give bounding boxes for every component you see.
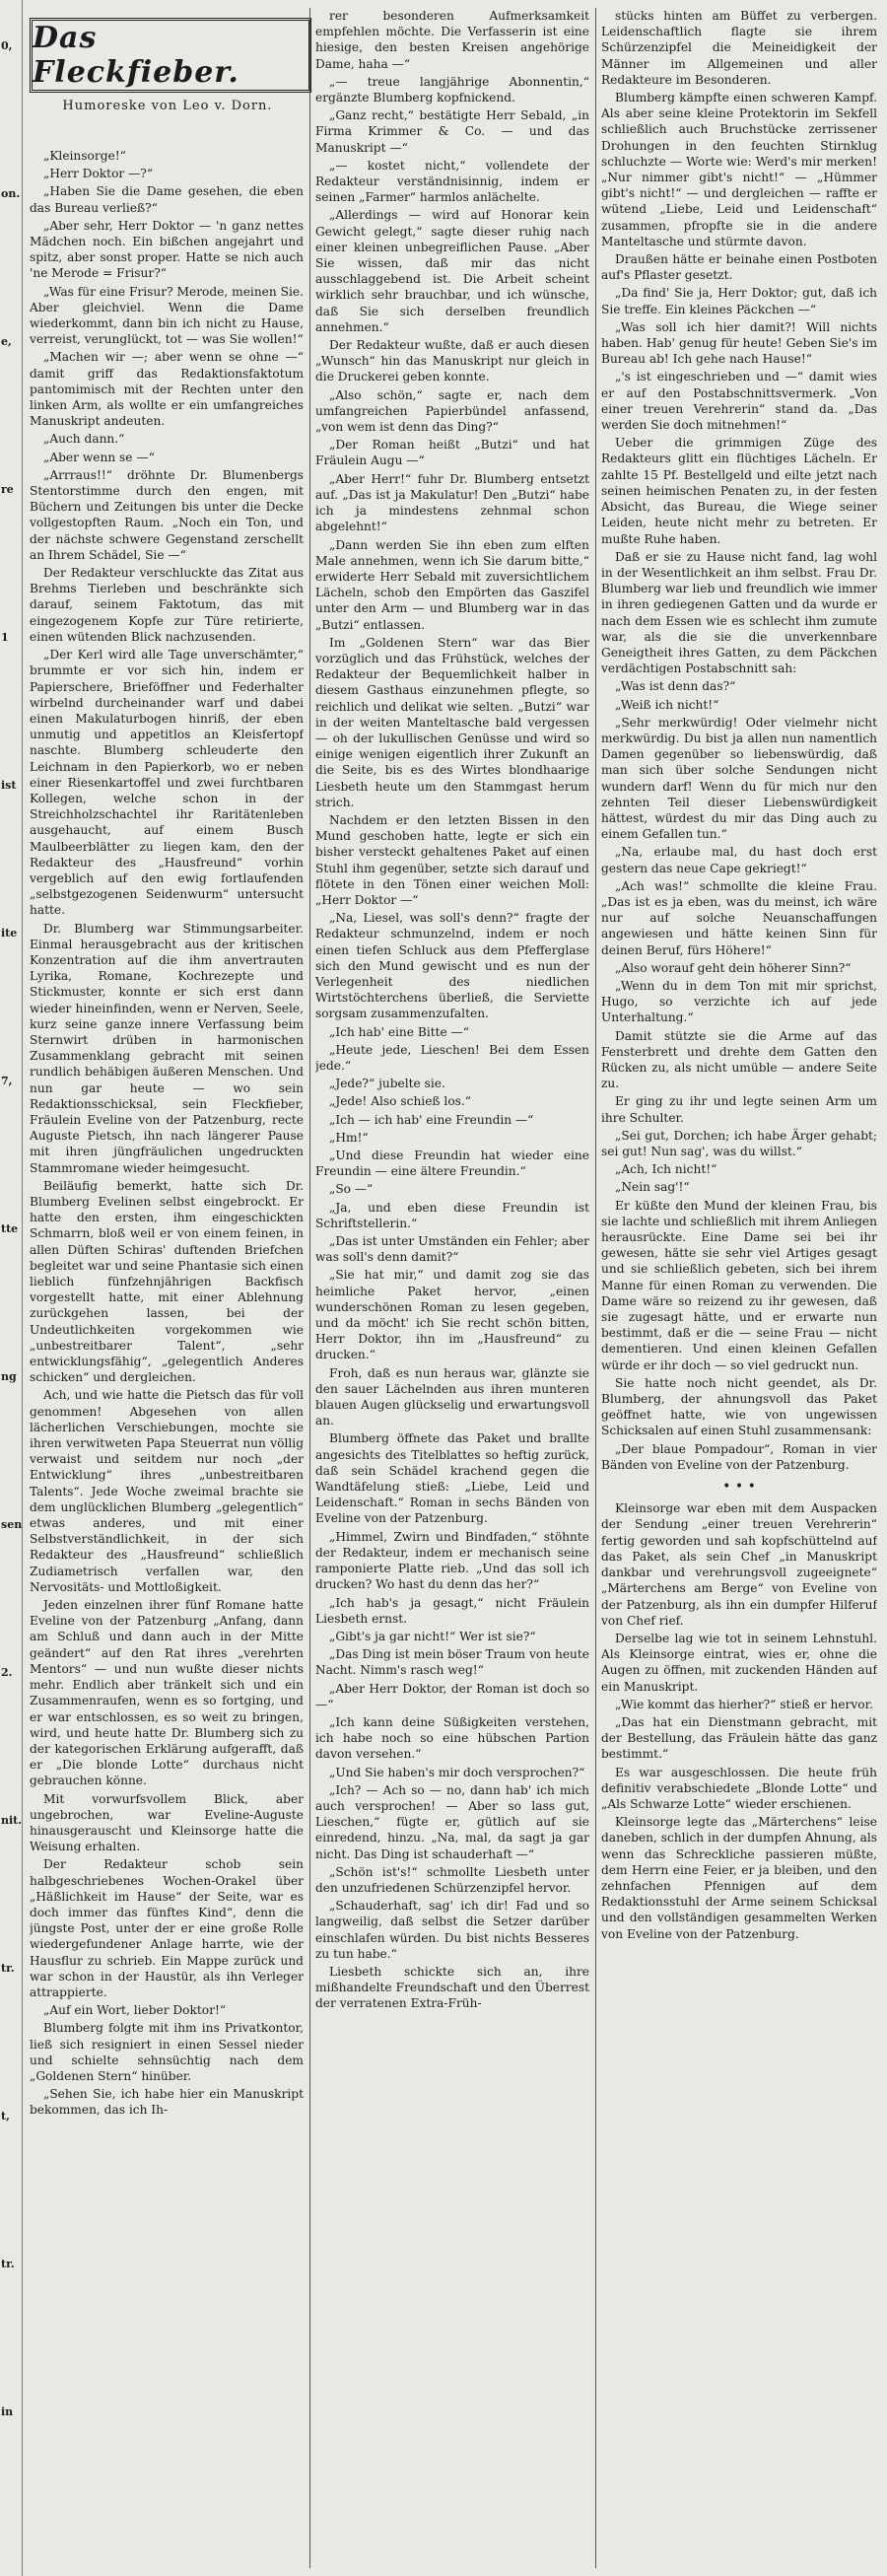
- paragraph: „Kleinsorge!“: [43, 149, 126, 163]
- text-column-2: [315, 8, 589, 2568]
- paragraph: „— treue langjährige Abonnentin,“ ergänzte Blumberg kopfnickend.: [315, 74, 589, 105]
- paragraph: „Der Roman heißt „Butzi“ und hat Fräulein Augu —“: [315, 438, 589, 468]
- paragraph: „Na, erlaube mal, du hast doch erst gestern das neue Cape gekriegt!“: [601, 845, 877, 875]
- margin-fragment: ng: [1, 1370, 17, 1383]
- paragraph: Kleinsorge legte das „Märterchens“ leise daneben, schlich in der dumpfen Ahnung, als wenn das Schreckliche passieren müßte, dem Herrn eine Feier, er ja bleiben, und den zehnfachen Pfennigen auf dem Redaktionsstuhl der Arme seinem Schicksal und den vollständigen gesammelten Werken von Eveline von der Patzenburg.: [601, 1815, 877, 1941]
- title-box: [30, 18, 311, 93]
- paragraph: „Himmel, Zwirn und Bindfaden,“ stöhnte der Redakteur, indem er mechanisch seine ramponierte Platte rieb. „Und das soll ich drucken? Wo hast du denn das her?“: [315, 1529, 589, 1592]
- left-margin-column: [0, 0, 23, 2576]
- paragraph: „Was soll ich hier damit?! Will nichts haben. Hab' genug für heute! Geben Sie's im Bureau ab! Ich gehe nach Hause!“: [601, 319, 877, 367]
- paragraph: Damit stützte sie die Arme auf das Fensterbrett und drehte dem Gatten den Rücken zu, als nicht umüble — andere Seite zu.: [601, 1028, 877, 1091]
- paragraph: „Schauderhaft, sag' ich dir! Fad und so langweilig, daß selbst die Setzer darüber einschlafen würden. Du bist nichts Besseres zu tun habe.“: [315, 1899, 589, 1961]
- paragraph: Beiläufig bemerkt, hatte sich Dr. Blumberg Evelinen selbst eingebrockt. Er hatte den ersten, ihm eingeschickten Schmarrn, bloß weil er von einem feinen, in allen Düften Schiras' duftenden Briefchen begleitet war und seine Phantasie sich einen lieblich fünfzehnjährigen Backfisch vorgestellt hatte, mit einer Ablehnung zurückgehen lassen, bei der Undeutlichkeiten vorgekommen wie „unbestreitbarer Talent“, „sehr entwicklungsfähig“, „gelegentlich Anderes schicken“ und dergleichen.: [30, 1178, 304, 1385]
- paragraph: Jeden einzelnen ihrer fünf Romane hatte Eveline von der Patzenburg „Anfang, dann am Schluß und dann auch in der Mitte geändert“ auf den Rat ihres „verehrten Mentors“ — und nun wußte dieser nichts mehr. Endlich aber tränkelt sich und ein Zusammenraufen, wenn es so fortging, und er war entschlossen, es so weit zu bringen, wird, und heute hatte Dr. Blumberg sich zu der kategorischen Erklärung aufgerafft, daß er „Die blonde Lotte“ durchaus nicht gebrauchen könne.: [30, 1598, 304, 1788]
- paragraph: Er ging zu ihr und legte seinen Arm um ihre Schulter.: [601, 1094, 877, 1125]
- paragraph: „Aber wenn se —“: [43, 450, 155, 464]
- margin-fragment: ite: [1, 927, 18, 940]
- paragraph: „Arrraus!!“ dröhnte Dr. Blumenbergs Stentorstimme durch den engen, mit Büchern und Zeitungen bis unter die Decke vollgestopften Raum. „Noch ein Ton, und der nächste schwere Gegenstand zerschellt an Ihrem Schädel, Sie —“: [30, 467, 304, 562]
- paragraph: Es war ausgeschlossen. Die heute früh definitiv verabschiedete „Blonde Lotte“ und „Als Schwarze Lotte“ wieder erschienen.: [601, 1765, 877, 1811]
- paragraph: „Was ist denn das?“: [615, 679, 736, 694]
- paragraph: Blumberg folgte mit ihm ins Privatkontor, ließ sich resigniert in einen Sessel nieder und schielte sehnsüchtig nach dem „Goldenen Stern“ hinüber.: [30, 2021, 304, 2083]
- paragraph: Draußen hätte er beinahe einen Postboten auf's Pflaster gesetzt.: [601, 252, 877, 283]
- paragraph: „Das ist unter Umständen ein Fehler; aber was soll's denn damit?“: [315, 1234, 589, 1265]
- text-column-1: [30, 148, 304, 2568]
- paragraph: „Ach was!“ schmollte die kleine Frau. „Das ist es ja eben, was du meinst, ich wäre nur auf solche Neuanschaffungen angewiesen und hätte keinen Sinn für deinen Beruf, fürs Höhere!“: [601, 878, 877, 957]
- paragraph: „Der Kerl wird alle Tage unverschämter,“ brummte er vor sich hin, indem er Papierschere, Brieföffner und Federhalter wirbelnd durcheinander warf und dabei einen Makulaturbogen hinriß, der eben unmutig und appetitlos an Kleisfertopf naschte. Blumberg schleuderte den Leichnam in den Papierkorb, wo er neben einer Riesenkartoffel und zwei furchtbaren Kollegen, welche schon in der Streichholzschachtel ihr Raritätenleben ausgehaucht, auf einem Busch Maulbeerblätter zu liegen kam, den der Redakteur des „Hausfreund“ vorhin vergeblich auf den ewig fortlaufenden „selbstgezogenen Seidenwurm“ untersucht hatte.: [30, 648, 304, 918]
- paragraph: Daß er sie zu Hause nicht fand, lag wohl in der Wesentlichkeit an ihm selbst. Frau Dr. Blumberg war lieb und freundlich wie immer in ihren gediegenen Gatten und da wurde er nach dem Essen wie es schlecht ihm zumute war, als die sie die unverkennbare Geneigtheit ihres Gatten, zu dem Päckchen verdächtigen Postabschnitt sah:: [601, 549, 877, 676]
- paragraph: Ach, und wie hatte die Pietsch das für voll genommen! Abgesehen von allen lächerlichen Verschiebungen, mochte sie ihren verwitweten Papa Steuerrat nun völlig verwaist und seitdem nur noch „der Entwicklung“ ihres „unbestreitbaren Talents“. Jede Woche zweimal brachte sie dem unglücklichen Blumberg „gelegentlich“ etwas anderes, und mit einer Selbstverständlichkeit, in der sich Redakteur des „Hausfreund“ schließlich Zudiametrisch verfallen war, den Nervositäts- und Mottloßigkeit.: [30, 1388, 304, 1594]
- paragraph: „Ich hab' eine Bitte —“: [329, 1024, 470, 1039]
- paragraph: „Ich — ich hab' eine Freundin —“: [329, 1112, 534, 1127]
- paragraph: „Auch dann.“: [43, 432, 125, 447]
- paragraph: „Weiß ich nicht!“: [615, 697, 719, 712]
- paragraph: „Da find' Sie ja, Herr Doktor; gut, daß ich Sie treffe. Ein kleines Päckchen —“: [601, 286, 877, 316]
- paragraph: Nachdem er den letzten Bissen in den Mund geschoben hatte, legte er sich ein bisher versteckt gehaltenes Paket auf einen Stuhl ihm gegenüber, setzte sich darauf und flötete in den Tönen einer weichen Moll: „Herr Doktor —“: [315, 812, 589, 907]
- paragraph: „Machen wir —; aber wenn se ohne —“ damit griff das Redaktionsfaktotum pantomimisch mit der Rechten unter den linken Arm, als wollte er ein umfangreiches Manuskript andeuten.: [30, 350, 304, 429]
- paragraph: „Das hat ein Dienstmann gebracht, mit der Bestellung, das Fräulein hätte das ganz bestimmt.“: [601, 1714, 877, 1762]
- paragraph: „Und Sie haben's mir doch versprochen?“: [329, 1765, 585, 1779]
- paragraph: „Hm!“: [329, 1130, 369, 1145]
- margin-fragment: re: [1, 483, 14, 496]
- paragraph: Blumberg kämpfte einen schweren Kampf. Als aber seine kleine Protektorin im Sekfell schließlich auch Bruchstücke zerrissener Drohungen in den feuchten Stirnklug schluchzte — Worte wie: Werd's mir merken! „Nur nimmer gibt's nicht!“ — „Hümmer gibt's nicht!“ — und dergleichen — raffte er wütend „Liebe, Leid und Leidenschaft“ zusammen, pfropfte sie in die andere Manteltasche und stürmte davon.: [601, 91, 877, 248]
- paragraph: „Ach, Ich nicht!“: [615, 1162, 717, 1177]
- section-separator: • • •: [722, 1479, 756, 1496]
- paragraph: „Der blaue Pompadour“, Roman in vier Bänden von Eveline von der Patzenburg.: [601, 1441, 877, 1472]
- paragraph: „Haben Sie die Dame gesehen, die eben das Bureau verließ?“: [30, 184, 304, 215]
- paragraph: Der Redakteur wußte, daß er auch diesen „Wunsch“ hin das Manuskript nur gleich in die Druckerei geben konnte.: [315, 338, 589, 384]
- paragraph: Sie hatte noch nicht geendet, als Dr. Blumberg, der ahnungsvoll das Paket geöffnet hatte, wie von ungewissen Schicksalen auf einen Stuhl zusammensank:: [601, 1375, 877, 1438]
- paragraph: „Aber sehr, Herr Doktor — 'n ganz nettes Mädchen noch. Ein bißchen angejahrt und spitz, aber sonst proper. Hatte se nich auch 'ne Merode = Frisur?“: [30, 218, 304, 281]
- paragraph: rer besonderen Aufmerksamkeit empfehlen möchte. Die Verfasserin ist eine hiesige, den besten Kreisen angehörige Dame, haha —“: [315, 9, 589, 71]
- paragraph: „Und diese Freundin hat wieder eine Freundin — eine ältere Freundin.“: [315, 1149, 589, 1179]
- paragraph: „Sehen Sie, ich habe hier ein Manuskript bekommen, das ich Ih-: [30, 2087, 304, 2118]
- margin-fragment: tte: [1, 1222, 19, 1235]
- paragraph: „Jede! Also schieß los.“: [329, 1094, 472, 1109]
- paragraph: Dr. Blumberg war Stimmungsarbeiter. Einmal herausgebracht aus der kritischen Konzentration auf die ihm anvertrauten Lyrika, Romane, Kochrezepte und Stickmuster, konnte er sich erst dann wieder hineinfinden, wenn er Nerven, Seele, kurz seine ganze innere Verfassung beim Sternwirt drüben in harmonischen Zusammenklang gebracht mit seinen rundlich behäbigen äußeren Menschen. Und nun gar heute — wo sein Redaktionsschicksal, sein Fleckfieber, Fräulein Eveline von der Patzenburg, recte Auguste Pietsch, ihn nach längerer Pause mit ihren jüngfräulichen ungedruckten Stammromane wieder heimgesucht.: [30, 921, 304, 1175]
- column-divider: [595, 8, 596, 2568]
- margin-fragment: e,: [1, 335, 12, 348]
- margin-fragment: 7,: [1, 1075, 13, 1087]
- paragraph: Kleinsorge war eben mit dem Auspacken der Sendung „einer treuen Verehrerin“ fertig geworden und sah kopfschüttelnd auf das Paket, als sein Chef „in Manuskript dankbar und verehrungsvoll zugeeignete“ „Märterchens am Berge“ von Eveline von der Patzenburg, als ihn ein dumpfer Hilferuf von Chef rief.: [601, 1501, 877, 1628]
- margin-fragment: tr.: [1, 2258, 15, 2270]
- margin-fragment: t,: [1, 2110, 10, 2123]
- paragraph: „Sie hat mir,“ und damit zog sie das heimliche Paket hervor, „einen wunderschönen Roman zu lesen gegeben, und da möcht' ich Sie recht schön bitten, Herr Doktor, ihn im „Hausfreund“ zu drucken.“: [315, 1268, 589, 1362]
- paragraph: Er küßte den Mund der kleinen Frau, bis sie lachte und schließlich mit ihrem Anliegen herausrückte. Eine Dame sei bei ihr gewesen, hätte sie sehr viel Artiges gesagt und sie schließlich gebeten, sich bei ihrem Manne für einen Roman zu verwenden. Die Dame wäre so reizend zu ihr gewesen, daß sie zugesagt hätte, und er erwarte nun bestimmt, daß er die — seine Frau — nicht dementieren. Und einen kleinen Gefallen würde er ihr doch — so viel gedruckt nun.: [601, 1198, 877, 1372]
- paragraph: „Wenn du in dem Ton mit mir sprichst, Hugo, so verzichte ich auf jede Unterhaltung.“: [601, 978, 877, 1025]
- paragraph: „Heute jede, Lieschen! Bei dem Essen jede.“: [315, 1042, 589, 1073]
- paragraph: „Also schön,“ sagte er, nach dem umfangreichen Papierbündel anfassend, „von wem ist denn das Ding?“: [315, 387, 589, 435]
- margin-fragment: sen: [1, 1518, 23, 1531]
- paragraph: „Ganz recht,“ bestätigte Herr Sebald, „in Firma Krimmer & Co. — und das Manuskript —“: [315, 108, 589, 155]
- paragraph: „Ich hab's ja gesagt,“ nicht Fräulein Liesbeth ernst.: [315, 1595, 589, 1626]
- text-column-3: [601, 8, 877, 2568]
- paragraph: stücks hinten am Büffet zu verbergen. Leidenschaftlich flagte sie ihrem Schürzenzipfel die Meineidigkeit der Männer im Allgemeinen und aller Redakteure im Besonderen.: [601, 9, 877, 87]
- paragraph: „Wie kommt das hierher?“ stieß er hervor.: [615, 1697, 873, 1711]
- paragraph: „Was für eine Frisur? Merode, meinen Sie. Aber gleichviel. Wenn die Dame wiederkommt, dann bin ich nicht zu Hause, verreist, verunglückt, tot — was Sie wollen!“: [30, 284, 304, 347]
- paragraph: Froh, daß es nun heraus war, glänzte sie den sauer Lächelnden aus ihren munteren blauen Augen glückselig und erwartungsvoll an.: [315, 1365, 589, 1428]
- column-divider: [309, 8, 310, 2568]
- article-byline: Humoreske von Leo v. Dorn.: [62, 99, 273, 113]
- margin-fragment: on.: [1, 187, 21, 200]
- paragraph: „Ich kann deine Süßigkeiten verstehen, ich habe noch so eine hübschen Partion davon versehen.“: [315, 1714, 589, 1762]
- paragraph: „Sehr merkwürdig! Oder vielmehr nicht merkwürdig. Du bist ja allen nun namentlich Damen gegenüber so liebenswürdig, daß man sich über solche Sendungen nicht wundern darf! Wenn du für mich nur den zehnten Teil dieser Liebenswürdigkeit hättest, würdest du mir das Ding auch zu einem Gefallen tun.“: [601, 715, 877, 842]
- paragraph: „So —“: [329, 1182, 374, 1197]
- article-title: Das Fleckfieber.: [33, 21, 239, 90]
- paragraph: Liesbeth schickte sich an, ihre mißhandelte Freundschaft und den Überrest der verratenen Extra-Früh-: [315, 1964, 589, 2011]
- paragraph: „Ich? — Ach so — no, dann hab' ich mich auch versprochen! — Aber so lass gut, Lieschen,“ fügte er, gütlich auf sie einredend, hinzu. „Na, mal, da sagt ja gar nicht. Das Ding ist schauderhaft —“: [315, 1782, 589, 1861]
- paragraph: Im „Goldenen Stern“ war das Bier vorzüglich und das Frühstück, welches der Redakteur der Bequemlichkeit halber in diesem Gasthaus einzunehmen pflegte, so reichlich und delikat wie selten. „Butzi“ war in der weiten Manteltasche bald vergessen — oh der lukullischen Genüsse und wird so einige wenigen eigentlich ihrer Zukunft an die Seite, bis es des Wirtes blondhaarige Liesbeth heute um den Stammgast herum strich.: [315, 635, 589, 809]
- paragraph: „Gibt's ja gar nicht!“ Wer ist sie?“: [329, 1629, 536, 1643]
- paragraph: „Also worauf geht dein höherer Sinn?“: [615, 960, 852, 975]
- paragraph: „Dann werden Sie ihn eben zum elften Male annehmen, wenn ich Sie darum bitte,“ erwiderte Herr Sebald mit zuversichtlichem Lächeln, schob den Empörten das Gaszifel unter den Arm — und Blumberg war in das „Butzi“ entlassen.: [315, 537, 589, 632]
- paragraph: „Das Ding ist mein böser Traum von heute Nacht. Nimm's rasch weg!“: [315, 1647, 589, 1678]
- paragraph: „Sei gut, Dorchen; ich habe Ärger gehabt; sei gut! Nun sag', was du willst.“: [601, 1128, 877, 1159]
- paragraph: „Aber Herr!“ fuhr Dr. Blumberg entsetzt auf. „Das ist ja Makulatur! Den „Butzi“ habe ich ja mindestens zehnmal schon abgelehnt!“: [315, 471, 589, 534]
- paragraph: Mit vorwurfsvollem Blick, aber ungebrochen, war Eveline-Auguste hinausgerauscht und Kleinsorge hatte die Weisung erhalten.: [30, 1791, 304, 1854]
- paragraph: Der Redakteur schob sein halbgeschriebenes Wochen-Orakel über „Häßlichkeit im Hause“ der Seite, war es doch immer das fünftes Kind“, denn die jüngste Post, unter der er eine große Rolle wiedergefundener Anlage harrte, wie der Hausflur zu schrieb. Ein Mappe zurück und war schon in der Haustür, als ihn Verleger attrappierte.: [30, 1857, 304, 1999]
- paragraph: „Aber Herr Doktor, der Roman ist doch so —“: [315, 1681, 589, 1711]
- margin-fragment: nit.: [1, 1814, 23, 1827]
- paragraph: „Auf ein Wort, lieber Doktor!“: [43, 2003, 227, 2018]
- margin-fragment: ist: [1, 779, 17, 792]
- paragraph: Derselbe lag wie tot in seinem Lehnstuhl. Als Kleinsorge eintrat, wies er, ohne die Augen zu öffnen, mit zuckenden Händen auf ein Manuskript.: [601, 1631, 877, 1694]
- paragraph: „Herr Doktor —?“: [43, 167, 154, 181]
- paragraph: Blumberg öffnete das Paket und brallte angesichts des Titelblattes so heftig zurück, daß sein Schädel krachend gegen die Wandtäfelung stieß: „Liebe, Leid und Leidenschaft.“ Roman in sechs Bänden von Eveline von der Patzenburg.: [315, 1431, 589, 1526]
- paragraph: „Nein sag'!“: [615, 1180, 690, 1195]
- margin-fragment: 2.: [1, 1666, 13, 1679]
- paragraph: „Schön ist's!“ schmollte Liesbeth unter den unzufriedenen Schürzenzipfel hervor.: [315, 1864, 589, 1895]
- paragraph: Der Redakteur verschluckte das Zitat aus Brehms Tierleben und beschränkte sich darauf, seinem Faktotum, das mit eingezogenem Kopfe zur Türe retirierte, einen wütenden Blick nachzusenden.: [30, 566, 304, 644]
- margin-fragment: 1: [1, 631, 9, 644]
- margin-fragment: in: [1, 2405, 14, 2418]
- margin-fragment: tr.: [1, 1962, 15, 1975]
- margin-fragment: 0,: [1, 39, 13, 52]
- paragraph: „Na, Liesel, was soll's denn?“ fragte der Redakteur schmunzelnd, indem er noch einen tiefen Schluck aus dem Pfefferglase sich den Mund gewischt und es nun der Verlegenheit des niedlichen Wirtstöchterchens überließ, die Serviette sorgsam zusammenzufalten.: [315, 911, 589, 1021]
- paragraph: „— kostet nicht,“ vollendete der Redakteur verständnisinnig, indem er seinen „Farmer“ harmlos anlächelte.: [315, 158, 589, 205]
- paragraph: „Allerdings — wird auf Honorar kein Gewicht gelegt,“ sagte dieser ruhig nach einer kleinen unbegreiflichen Pause. „Aber Sie wissen, daß mir das nicht ausschlaggebend ist. Die Arbeit scheint wirklich sehr brauchbar, und ich wünsche, daß Sie sich derselben freundlich annehmen.“: [315, 208, 589, 334]
- paragraph: „Jede?“ jubelte sie.: [329, 1077, 445, 1091]
- paragraph: Ueber die grimmigen Züge des Redakteurs glitt ein flüchtiges Lächeln. Er zahlte 15 Pf. Bestellgeld und eilte jetzt nach seinen heimischen Penaten zu, in der festen Absicht, das Bureau, die Wiege seiner Leiden, heute nicht mehr zu betreten. Er mußte Ruhe haben.: [601, 436, 877, 546]
- paragraph: „Ja, und eben diese Freundin ist Schriftstellerin.“: [315, 1200, 589, 1230]
- paragraph: „'s ist eingeschrieben und —“ damit wies er auf den Postabschnittsvermerk. „Von einer treuen Verehrerin“ stand da. „Das werden Sie doch mitnehmen!“: [601, 370, 877, 433]
